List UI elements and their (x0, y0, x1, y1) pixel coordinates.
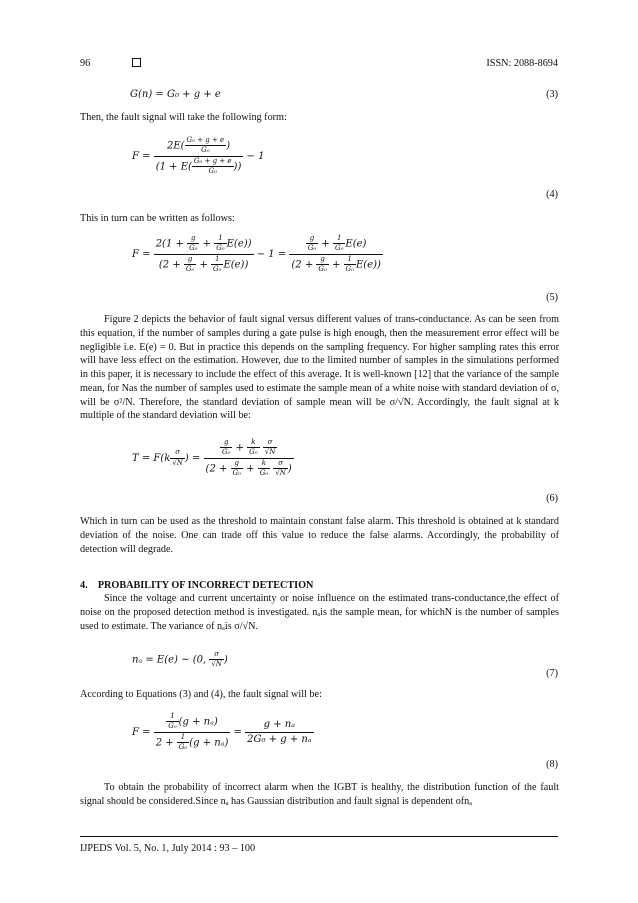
paragraph-obtain: To obtain the probability of incorrect alarm when the IGBT is healthy, the distribution function of the fault signal should be considered.Since nₐ has Gaussian distribution and fault signal is dependent ofnₐ (80, 782, 559, 807)
equation-3-number: (3) (546, 89, 558, 100)
paragraph-then: Then, the fault signal will take the following form: (80, 112, 287, 123)
square-icon (132, 58, 141, 67)
equation-5: F = 2(1 + $\frac{g}{\text{G₀}}$ + $\frac{1}{\text{G₀}}$ E(e)) (2 + $\frac{g}{\text{G₀}}$ + $\frac{1}{\text{G₀}}$ E(e)) − 1 = $\frac{g}{\text{G₀}}$ + $\frac{1}{\text{G₀}}$ E(e) (2 + $\frac{g}{\text{G₀}}$ + $\frac{1}{\text{G₀}}$ E(e)) (132, 234, 381, 274)
page-header (80, 57, 558, 71)
page-number: 96 (80, 58, 91, 69)
paragraph-section-4: Since the voltage and current uncertainty or noise influence on the estimated trans-conductance,the effect of noise on the proposed detection method is investigated. nₐis the sample mean, for whichN is the number of samples used to estimate. The variance of nₐis σ/√N. (80, 593, 559, 632)
equation-6: T = F(k $\frac{\sigma}{√N}$ ) = $\frac{g}{\text{G₀}}$ + $\frac{k}{\text{G₀}}$ $\frac{\sigma}{√N}$ (2 + $\frac{g}{\text{G₀}}$ + $\frac{k}{\text{G₀}}$ $\frac{\sigma}{√N}$ ) (132, 438, 292, 478)
paragraph-according: According to Equations (3) and (4), the fault signal will be: (80, 689, 322, 700)
equation-8: F = $\frac{1}{\text{G₀}}$ (g + nₐ) 2 + $\frac{1}{\text{G₀}}$ (g + nₐ) = $\frac{\text{g + nₐ}}{\text{2G₀ + g + nₐ}}$ (132, 712, 312, 752)
section-4-title: 4. PROBABILITY OF INCORRECT DETECTION (80, 580, 314, 591)
equation-7: nₐ = E(e) ~ (0, $\frac{\sigma}{√N}$ ) (132, 650, 228, 669)
equation-6-number: (6) (546, 493, 558, 504)
equation-8-number: (8) (546, 759, 558, 770)
issn-label: ISSN: 2088-8694 (486, 58, 558, 69)
equation-5-number: (5) (546, 292, 558, 303)
equation-4: F = 2E( $\frac{\text{G₀ + g + e}}{\text{G₀}}$ ) (1 + E( $\frac{\text{G₀ + g + e}}{\text{G₀}}$ )) − 1 (132, 136, 265, 176)
paragraph-written: This in turn can be written as follows: (80, 213, 235, 224)
footer-rule (80, 836, 558, 837)
paragraph-figure-2: Figure 2 depicts the behavior of fault signal versus different values of trans-conductance. As can be seen from this equation, if the number of samples during a gate pulse is high enough, then the measurement error effect will be negligible i.e. E(e) = 0. But in practice this depends on the sampling frequency. For higher sampling rates this error will have less effect on the estimation. However, due to the limited number of samples in the simulations performed in this paper, it is necessary to include the effect of this average. It is well-known [12] that the variance of the sample mean, for Nas the number of samples used to estimate the sample mean of a white noise with standard deviation of σ, will be σ²/N. Therefore, the standard deviation of sample mean will be σ/√N. Accordingly, the fault signal at k multiple of the standard deviation will be: (80, 314, 559, 422)
footer-citation: IJPEDS Vol. 5, No. 1, July 2014 : 93 – 100 (80, 843, 256, 854)
equation-7-number: (7) (546, 668, 558, 679)
paragraph-threshold: Which in turn can be used as the threshold to maintain constant false alarm. This threshold is obtained at k standard deviation of the noise. One can trade off this value to reduce the false alarms. Accordingly, the probability of detection will degrade. (80, 516, 559, 555)
equation-4-number: (4) (546, 189, 558, 200)
equation-3: G(n) = G₀ + g + e (130, 89, 221, 100)
